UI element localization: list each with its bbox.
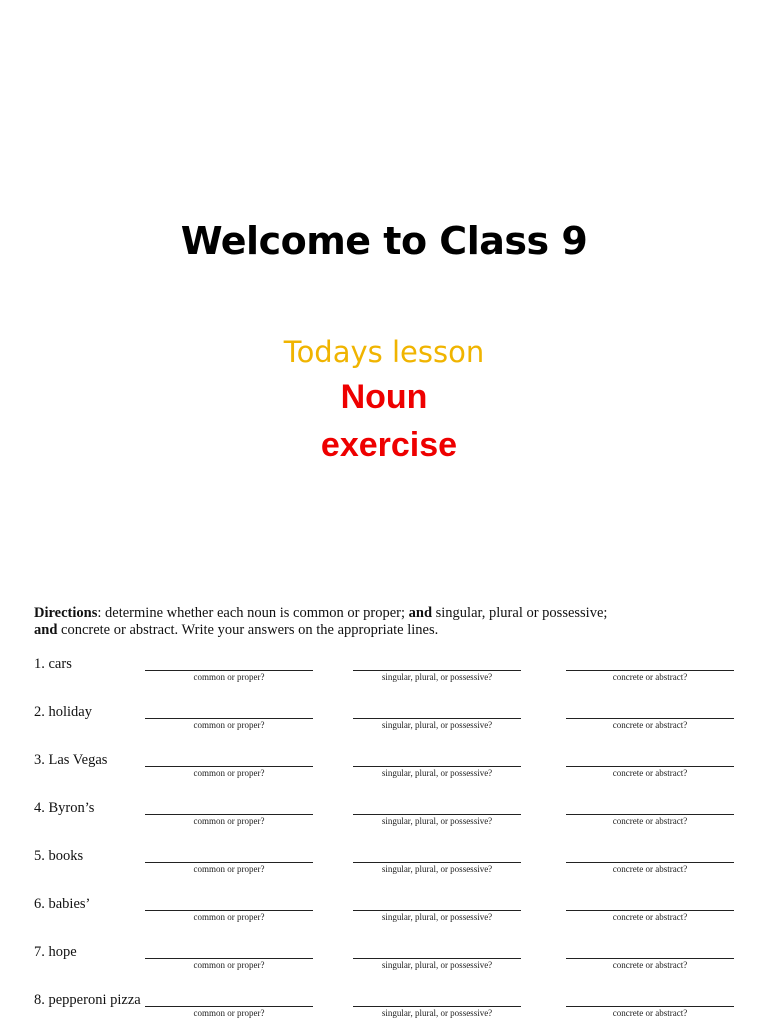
hint-common-proper: common or proper? [193, 912, 265, 922]
exercise-item: 8. pepperoni pizza [34, 992, 141, 1008]
directions-text: concrete or abstract. Write your answers on the appropriate lines. [57, 622, 439, 638]
hint-common-proper: common or proper? [193, 720, 265, 730]
hint-number: singular, plural, or possessive? [381, 672, 493, 682]
directions-and: and [408, 605, 433, 621]
answer-line-concrete-abstract[interactable] [566, 670, 734, 683]
worksheet [34, 605, 754, 1018]
exercise-row [34, 656, 754, 696]
exercise-item: 1. cars [34, 656, 72, 672]
exercise-row [34, 704, 754, 744]
answer-line-common-proper[interactable] [145, 1006, 313, 1019]
exercise-item: 3. Las Vegas [34, 752, 108, 768]
directions-text: : determine whether each noun is common or proper; [97, 605, 409, 621]
exercise-item: 6. babies’ [34, 896, 91, 912]
hint-concrete-abstract: concrete or abstract? [612, 816, 688, 826]
exercise-item: 5. books [34, 848, 84, 864]
answer-line-number[interactable] [353, 1006, 521, 1019]
hint-common-proper: common or proper? [193, 768, 265, 778]
hint-concrete-abstract: concrete or abstract? [612, 864, 688, 874]
answer-line-number[interactable] [353, 718, 521, 731]
hint-number: singular, plural, or possessive? [381, 960, 493, 970]
lesson-label: Todays lesson [283, 335, 485, 369]
answer-line-concrete-abstract[interactable] [566, 958, 734, 971]
hint-concrete-abstract: concrete or abstract? [612, 960, 688, 970]
answer-line-common-proper[interactable] [145, 958, 313, 971]
hint-common-proper: common or proper? [193, 960, 265, 970]
directions-text: singular, plural or possessive; [432, 605, 608, 621]
exercise-row [34, 896, 754, 936]
hint-number: singular, plural, or possessive? [381, 1008, 493, 1018]
answer-line-concrete-abstract[interactable] [566, 910, 734, 923]
exercise-item: 4. Byron’s [34, 800, 95, 816]
hint-number: singular, plural, or possessive? [381, 864, 493, 874]
exercise-item: 7. hope [34, 944, 77, 960]
answer-line-common-proper[interactable] [145, 670, 313, 683]
exercise-row [34, 944, 754, 984]
slide-title: Welcome to Class 9 [180, 219, 588, 263]
answer-line-common-proper[interactable] [145, 766, 313, 779]
hint-number: singular, plural, or possessive? [381, 912, 493, 922]
lesson-topic: Noun [340, 378, 428, 416]
answer-line-number[interactable] [353, 814, 521, 827]
hint-concrete-abstract: concrete or abstract? [612, 912, 688, 922]
answer-line-common-proper[interactable] [145, 910, 313, 923]
hint-concrete-abstract: concrete or abstract? [612, 672, 688, 682]
answer-line-common-proper[interactable] [145, 862, 313, 875]
directions-and: and [34, 622, 58, 638]
answer-line-concrete-abstract[interactable] [566, 862, 734, 875]
exercise-item: 2. holiday [34, 704, 92, 720]
lesson-topic-subtitle: exercise [320, 426, 458, 464]
answer-line-common-proper[interactable] [145, 814, 313, 827]
answer-line-concrete-abstract[interactable] [566, 814, 734, 827]
hint-number: singular, plural, or possessive? [381, 816, 493, 826]
answer-line-number[interactable] [353, 862, 521, 875]
exercise-row [34, 752, 754, 792]
exercise-row [34, 800, 754, 840]
hint-common-proper: common or proper? [193, 1008, 265, 1018]
answer-line-number[interactable] [353, 766, 521, 779]
hint-common-proper: common or proper? [193, 864, 265, 874]
exercise-row [34, 848, 754, 888]
answer-line-concrete-abstract[interactable] [566, 718, 734, 731]
hint-concrete-abstract: concrete or abstract? [612, 768, 688, 778]
hint-number: singular, plural, or possessive? [381, 720, 493, 730]
hint-number: singular, plural, or possessive? [381, 768, 493, 778]
hint-common-proper: common or proper? [193, 816, 265, 826]
answer-line-concrete-abstract[interactable] [566, 1006, 734, 1019]
hint-common-proper: common or proper? [193, 672, 265, 682]
answer-line-concrete-abstract[interactable] [566, 766, 734, 779]
answer-line-number[interactable] [353, 910, 521, 923]
answer-line-number[interactable] [353, 670, 521, 683]
answer-line-number[interactable] [353, 958, 521, 971]
directions-label: Directions [34, 605, 98, 621]
directions [34, 605, 754, 639]
hint-concrete-abstract: concrete or abstract? [612, 720, 688, 730]
hint-concrete-abstract: concrete or abstract? [612, 1008, 688, 1018]
exercise-row [34, 992, 754, 1032]
answer-line-common-proper[interactable] [145, 718, 313, 731]
